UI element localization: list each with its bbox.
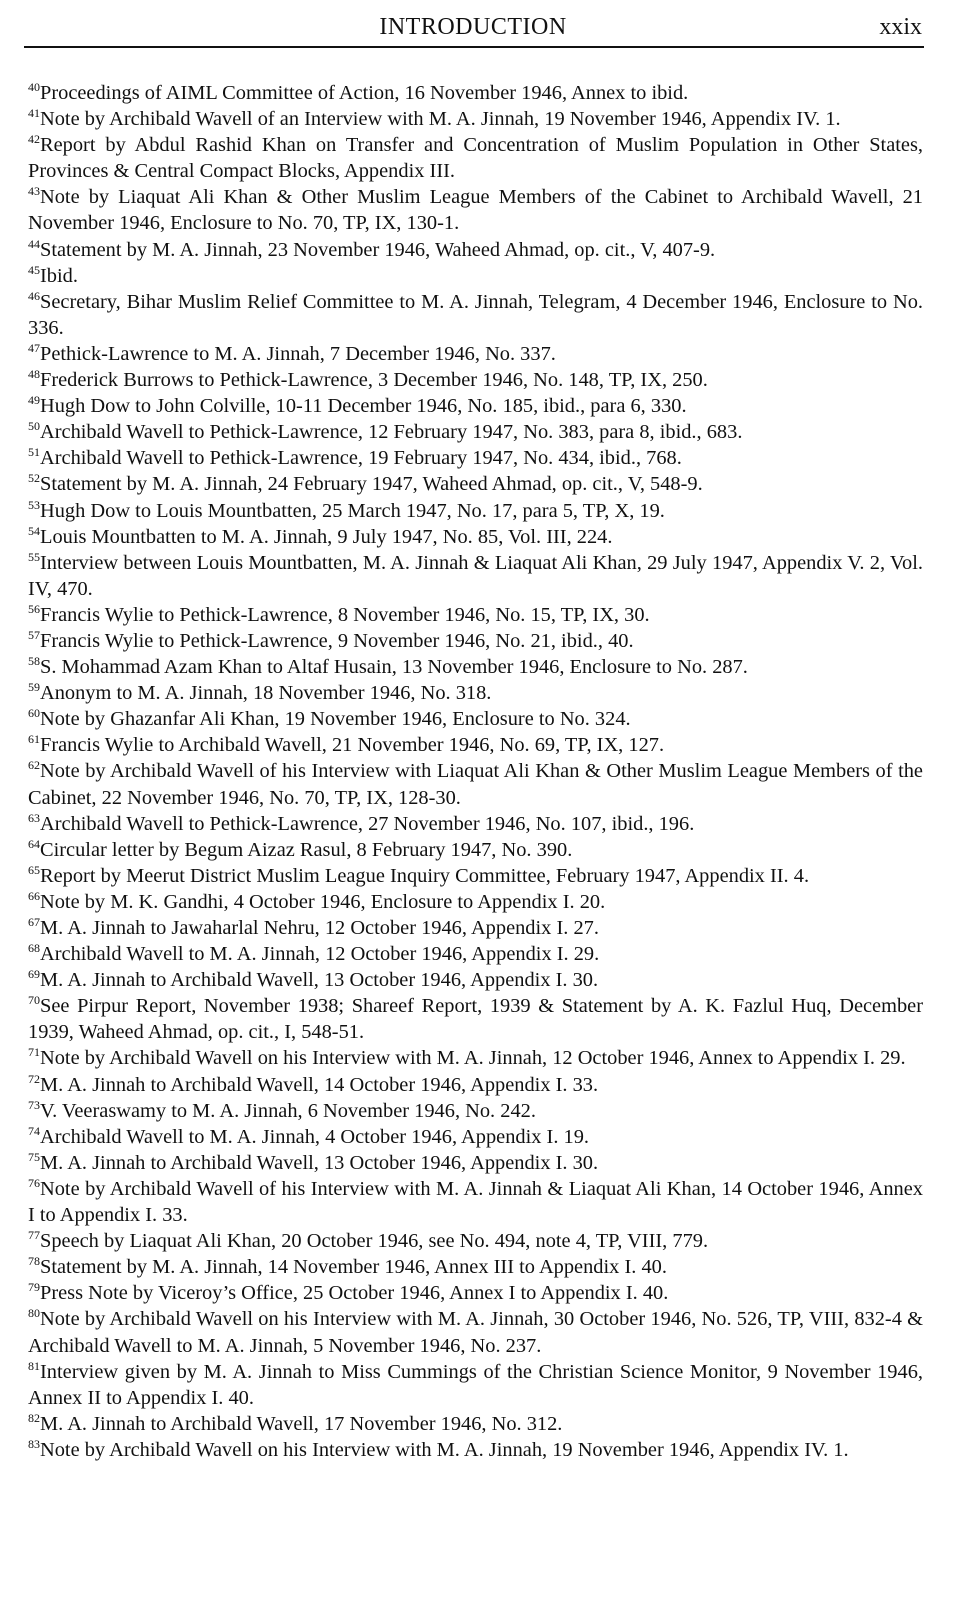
endnote-48 (28, 367, 923, 393)
endnote-number: 73 (28, 1097, 40, 1112)
endnote-44 (28, 237, 923, 263)
endnote-number: 79 (28, 1280, 40, 1295)
endnote-50 (28, 419, 923, 445)
endnote-74 (28, 1124, 923, 1150)
endnote-number: 68 (28, 941, 40, 956)
endnote-number: 57 (28, 628, 40, 643)
endnote-text: M. A. Jinnah to Archibald Wavell, 13 October 1946, Appendix I. 30. (40, 969, 599, 992)
endnote-text: Note by Archibald Wavell of his Interview with Liaquat Ali Khan & Other Muslim League Members of the Cabinet, 22 November 1946, No. 70, TP, IX, 128-30. (28, 760, 923, 809)
endnote-78 (28, 1254, 923, 1280)
endnote-77 (28, 1228, 923, 1254)
endnote-number: 72 (28, 1071, 40, 1086)
endnote-text: Secretary, Bihar Muslim Relief Committee to M. A. Jinnah, Telegram, 4 December 1946, Enclosure to No. 336. (28, 290, 923, 339)
endnote-55 (28, 550, 923, 602)
endnote-text: M. A. Jinnah to Archibald Wavell, 17 November 1946, No. 312. (40, 1412, 563, 1435)
endnote-text: Note by M. K. Gandhi, 4 October 1946, Enclosure to Appendix I. 20. (40, 890, 606, 913)
running-header (24, 12, 922, 40)
endnote-text: Archibald Wavell to Pethick-Lawrence, 12 February 1947, No. 383, para 8, ibid., 683. (40, 421, 743, 444)
endnote-number: 45 (28, 262, 40, 277)
endnote-43 (28, 184, 923, 236)
endnote-76 (28, 1176, 923, 1228)
endnote-54 (28, 524, 923, 550)
endnote-51 (28, 445, 923, 471)
endnote-number: 78 (28, 1254, 40, 1269)
endnote-75 (28, 1150, 923, 1176)
endnote-text: Proceedings of AIML Committee of Action, 16 November 1946, Annex to ibid. (40, 82, 689, 104)
endnote-number: 80 (28, 1306, 40, 1321)
endnote-41 (28, 106, 923, 132)
endnote-number: 69 (28, 967, 40, 982)
endnote-text: Note by Ghazanfar Ali Khan, 19 November 1946, Enclosure to No. 324. (40, 708, 631, 731)
endnote-number: 47 (28, 341, 40, 356)
header-rule (24, 46, 924, 48)
endnote-text: Press Note by Viceroy’s Office, 25 October 1946, Annex I to Appendix I. 40. (40, 1282, 669, 1305)
endnote-number: 82 (28, 1410, 40, 1425)
endnote-83 (28, 1437, 923, 1463)
endnote-67 (28, 915, 923, 941)
endnote-65 (28, 863, 923, 889)
endnote-text: See Pirpur Report, November 1938; Shareef Report, 1939 & Statement by A. K. Fazlul Huq, December 1939, Waheed Ahmad, op. cit., I, 548-51. (28, 995, 923, 1044)
endnote-number: 46 (28, 288, 40, 303)
endnote-number: 83 (28, 1437, 40, 1452)
endnote-46 (28, 289, 923, 341)
endnote-72 (28, 1072, 923, 1098)
endnote-number: 43 (28, 184, 40, 199)
endnote-text: Statement by M. A. Jinnah, 24 February 1947, Waheed Ahmad, op. cit., V, 548-9. (40, 473, 703, 496)
endnote-text: Note by Archibald Wavell on his Interview with M. A. Jinnah, 19 November 1946, Appendix IV. 1. (40, 1438, 849, 1461)
endnote-text: Report by Abdul Rashid Khan on Transfer and Concentration of Muslim Population in Other States, Provinces & Central Compact Blocks, Appendix III. (28, 134, 923, 183)
endnote-text: Circular letter by Begum Aizaz Rasul, 8 February 1947, No. 390. (40, 838, 573, 861)
endnote-number: 49 (28, 393, 40, 408)
endnote-42 (28, 132, 923, 184)
endnote-68 (28, 941, 923, 967)
endnote-text: Note by Archibald Wavell on his Interview with M. A. Jinnah, 12 October 1946, Annex to Appendix I. 29. (40, 1047, 906, 1070)
endnote-text: Hugh Dow to John Colville, 10-11 December 1946, No. 185, ibid., para 6, 330. (40, 395, 687, 418)
endnote-number: 55 (28, 549, 40, 564)
endnote-40 (28, 80, 923, 106)
endnote-70 (28, 993, 923, 1045)
endnote-64 (28, 837, 923, 863)
endnote-number: 76 (28, 1176, 40, 1191)
endnote-71 (28, 1045, 923, 1071)
endnote-number: 50 (28, 419, 40, 434)
endnote-text: Note by Archibald Wavell of his Interview with M. A. Jinnah & Liaquat Ali Khan, 14 October 1946, Annex I to Appendix I. 33. (28, 1177, 923, 1227)
running-title: INTRODUCTION (379, 14, 567, 40)
endnote-66 (28, 889, 923, 915)
endnote-number: 52 (28, 471, 40, 486)
endnote-number: 56 (28, 602, 40, 617)
endnote-text: Speech by Liaquat Ali Khan, 20 October 1946, see No. 494, note 4, TP, VIII, 779. (40, 1230, 709, 1253)
endnote-number: 48 (28, 367, 40, 382)
endnote-text: Interview given by M. A. Jinnah to Miss Cummings of the Christian Science Monitor, 9 November 1946, Annex II to Appendix I. 40. (28, 1360, 923, 1409)
endnote-52 (28, 471, 923, 497)
endnote-number: 65 (28, 863, 40, 878)
endnote-number: 61 (28, 732, 40, 747)
endnote-text: M. A. Jinnah to Jawaharlal Nehru, 12 October 1946, Appendix I. 27. (40, 917, 599, 939)
endnote-text: Hugh Dow to Louis Mountbatten, 25 March 1947, No. 17, para 5, TP, X, 19. (40, 499, 665, 522)
endnote-56 (28, 602, 923, 628)
endnote-59 (28, 680, 923, 706)
endnote-number: 60 (28, 706, 40, 721)
endnote-text: Archibald Wavell to Pethick-Lawrence, 19 February 1947, No. 434, ibid., 768. (40, 447, 682, 470)
endnote-53 (28, 498, 923, 524)
endnote-text: Pethick-Lawrence to M. A. Jinnah, 7 December 1946, No. 337. (40, 342, 556, 365)
endnote-number: 64 (28, 836, 40, 851)
endnote-text: Louis Mountbatten to M. A. Jinnah, 9 July 1947, No. 85, Vol. III, 224. (40, 525, 613, 548)
endnote-text: Ibid. (40, 264, 78, 287)
endnote-text: M. A. Jinnah to Archibald Wavell, 13 October 1946, Appendix I. 30. (40, 1151, 599, 1174)
endnote-text: Interview between Louis Mountbatten, M. A. Jinnah & Liaquat Ali Khan, 29 July 1947, Appendix V. 2, Vol. IV, 470. (28, 551, 923, 600)
endnote-number: 53 (28, 497, 40, 512)
endnote-text: V. Veeraswamy to M. A. Jinnah, 6 November 1946, No. 242. (40, 1099, 536, 1122)
page-number: xxix (879, 14, 922, 40)
endnote-82 (28, 1411, 923, 1437)
endnote-81 (28, 1359, 923, 1411)
endnote-73 (28, 1098, 923, 1124)
endnote-text: Francis Wylie to Archibald Wavell, 21 November 1946, No. 69, TP, IX, 127. (40, 734, 665, 757)
endnote-number: 77 (28, 1228, 40, 1243)
endnote-69 (28, 967, 923, 993)
endnote-number: 58 (28, 654, 40, 669)
endnote-number: 54 (28, 523, 40, 538)
endnote-text: Frederick Burrows to Pethick-Lawrence, 3 December 1946, No. 148, TP, IX, 250. (40, 369, 708, 392)
endnote-text: M. A. Jinnah to Archibald Wavell, 14 October 1946, Appendix I. 33. (40, 1073, 599, 1096)
endnote-text: Archibald Wavell to Pethick-Lawrence, 27 November 1946, No. 107, ibid., 196. (40, 812, 695, 835)
endnote-61 (28, 732, 923, 758)
endnote-number: 67 (28, 915, 40, 930)
endnote-text: Statement by M. A. Jinnah, 14 November 1946, Annex III to Appendix I. 40. (40, 1256, 667, 1279)
endnote-number: 63 (28, 810, 40, 825)
endnote-number: 74 (28, 1123, 40, 1138)
endnote-text: Note by Liaquat Ali Khan & Other Muslim League Members of the Cabinet to Archibald Wavell, 21 November 1946, Enclosure to No. 70, TP, IX, 130-1. (28, 186, 923, 235)
endnote-number: 59 (28, 680, 40, 695)
endnote-62 (28, 758, 923, 810)
endnote-text: Note by Archibald Wavell of an Interview with M. A. Jinnah, 19 November 1946, Appendix IV. 1. (40, 108, 841, 131)
endnote-text: Francis Wylie to Pethick-Lawrence, 8 November 1946, No. 15, TP, IX, 30. (40, 603, 650, 626)
endnote-number: 75 (28, 1150, 40, 1165)
endnote-number: 81 (28, 1358, 40, 1373)
endnotes-list (28, 80, 923, 1463)
endnote-63 (28, 811, 923, 837)
endnote-text: Note by Archibald Wavell on his Interview with M. A. Jinnah, 30 October 1946, No. 526, TP, VIII, 832-4 & Archibald Wavell to M. A. Jinnah, 5 November 1946, No. 237. (28, 1308, 923, 1357)
endnote-number: 40 (28, 80, 40, 95)
endnote-47 (28, 341, 923, 367)
endnote-text: Archibald Wavell to M. A. Jinnah, 12 October 1946, Appendix I. 29. (40, 943, 600, 966)
endnote-number: 70 (28, 993, 40, 1008)
endnote-49 (28, 393, 923, 419)
endnote-text: S. Mohammad Azam Khan to Altaf Husain, 13 November 1946, Enclosure to No. 287. (40, 656, 748, 679)
endnote-text: Francis Wylie to Pethick-Lawrence, 9 November 1946, No. 21, ibid., 40. (40, 629, 634, 652)
endnote-number: 51 (28, 445, 40, 460)
endnote-80 (28, 1306, 923, 1358)
endnote-45 (28, 263, 923, 289)
endnote-79 (28, 1280, 923, 1306)
endnote-number: 41 (28, 106, 40, 121)
endnote-number: 66 (28, 889, 40, 904)
endnote-number: 44 (28, 236, 40, 251)
endnote-number: 71 (28, 1045, 40, 1060)
endnote-text: Anonym to M. A. Jinnah, 18 November 1946, No. 318. (40, 682, 492, 705)
endnote-58 (28, 654, 923, 680)
endnote-text: Archibald Wavell to M. A. Jinnah, 4 October 1946, Appendix I. 19. (40, 1125, 590, 1148)
endnote-number: 42 (28, 132, 40, 147)
endnote-number: 62 (28, 758, 40, 773)
endnote-60 (28, 706, 923, 732)
endnote-text: Report by Meerut District Muslim League Inquiry Committee, February 1947, Appendix II. 4. (40, 864, 810, 887)
endnote-text: Statement by M. A. Jinnah, 23 November 1946, Waheed Ahmad, op. cit., V, 407-9. (40, 238, 716, 261)
endnote-57 (28, 628, 923, 654)
